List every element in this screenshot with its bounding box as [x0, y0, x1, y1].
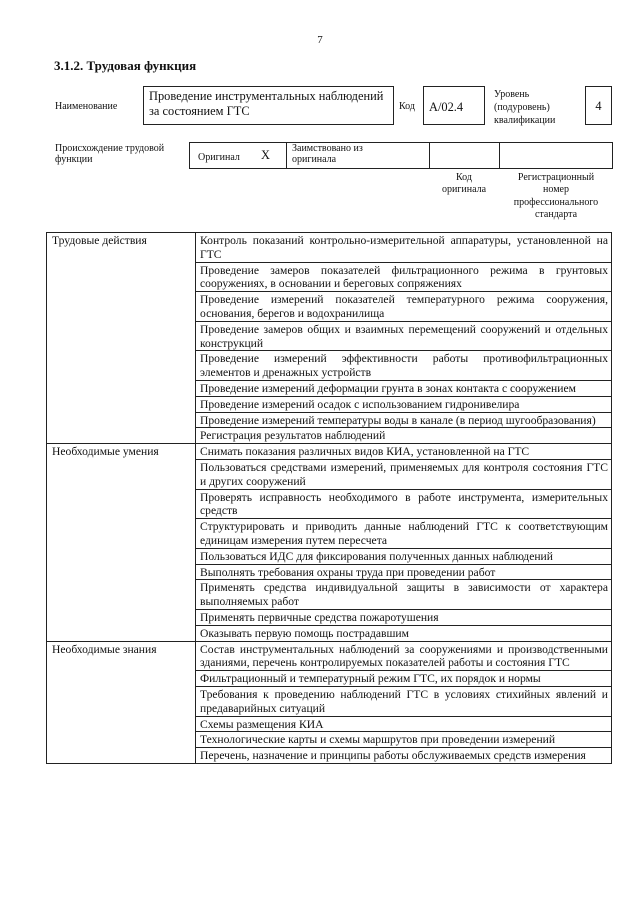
- origin-table: [189, 142, 613, 169]
- borrowed-label: Заимствовано из оригинала: [292, 143, 363, 165]
- item-cell: Перечень, назначение и принципы работы обслуживаемых средств измерения: [196, 748, 612, 764]
- item-cell: Пользоваться ИДС для фиксирования полученных данных наблюдений: [196, 548, 612, 564]
- code-value: A/02.4: [423, 86, 485, 125]
- item-cell: Проведение замеров показателей фильтрационного режима в грунтовых сооружениях, в основании и береговых сопряжениях: [196, 262, 612, 292]
- item-cell: Проверять исправность необходимого в работе инструмента, измерительных средств: [196, 489, 612, 519]
- item-cell: Регистрация результатов наблюдений: [196, 428, 612, 444]
- item-cell: Применять первичные средства пожаротушения: [196, 609, 612, 625]
- table-row: [47, 641, 612, 671]
- item-cell: Применять средства индивидуальной защиты в зависимости от характера выполняемых работ: [196, 580, 612, 610]
- item-cell: Проведение измерений деформации грунта в зонах контакта с сооружением: [196, 380, 612, 396]
- category-cell: Необходимые умения: [47, 444, 196, 641]
- registration-number-caption: Регистрационный номер профессионального стандарта: [513, 172, 599, 220]
- name-label: Наименование: [55, 101, 118, 112]
- item-cell: Проведение измерений эффективности работы противофильтрационных элементов и дренажных устройств: [196, 351, 612, 381]
- item-cell: Выполнять требования охраны труда при проведении работ: [196, 564, 612, 580]
- item-cell: Требования к проведению наблюдений ГТС в условиях стихийных явлений и предаварийных ситуаций: [196, 686, 612, 716]
- item-cell: Технологические карты и схемы маршрутов при проведении измерений: [196, 732, 612, 748]
- table-row: [47, 444, 612, 460]
- item-cell: Проведение измерений осадок с использованием гидронивелира: [196, 396, 612, 412]
- code-label: Код: [399, 101, 415, 112]
- labor-function-table: [46, 232, 612, 764]
- item-cell: Проведение замеров общих и взаимных перемещений сооружений и отдельных конструкций: [196, 321, 612, 351]
- item-cell: Контроль показаний контрольно-измерительной аппаратуры, установленной на ГТС: [196, 233, 612, 263]
- category-cell: Трудовые действия: [47, 233, 196, 444]
- page-number: 7: [317, 34, 323, 46]
- item-cell: Фильтрационный и температурный режим ГТС, их порядок и нормы: [196, 671, 612, 687]
- item-cell: Схемы размещения КИА: [196, 716, 612, 732]
- item-cell: Пользоваться средствами измерений, применяемых для контроля состояния ГТС и других сооружений: [196, 459, 612, 489]
- origin-label: Происхождение трудовой функции: [55, 143, 165, 165]
- level-value: 4: [585, 86, 612, 125]
- table-row: [47, 233, 612, 263]
- code-original-caption: Код оригинала: [441, 172, 487, 195]
- item-cell: Структурировать и приводить данные наблюдений ГТС к соответствующим единицам измерения путем пересчета: [196, 519, 612, 549]
- item-cell: Снимать показания различных видов КИА, установленной на ГТС: [196, 444, 612, 460]
- level-label: Уровень (подуровень) квалификации: [494, 89, 556, 126]
- item-cell: Состав инструментальных наблюдений за сооружениями и производственными зданиями, перечень контролируемых показателей работы и состояния ГТС: [196, 641, 612, 671]
- function-name-value: Проведение инструментальных наблюдений за состоянием ГТС: [143, 86, 394, 125]
- item-cell: Оказывать первую помощь пострадавшим: [196, 625, 612, 641]
- original-label: Оригинал: [198, 152, 240, 163]
- item-cell: Проведение измерений показателей температурного режима сооружения, основания, берегов и водохранилища: [196, 292, 612, 322]
- original-mark: X: [261, 148, 270, 162]
- item-cell: Проведение измерений температуры воды в канале (в период шугообразования): [196, 412, 612, 428]
- section-title: 3.1.2. Трудовая функция: [54, 58, 197, 73]
- category-cell: Необходимые знания: [47, 641, 196, 763]
